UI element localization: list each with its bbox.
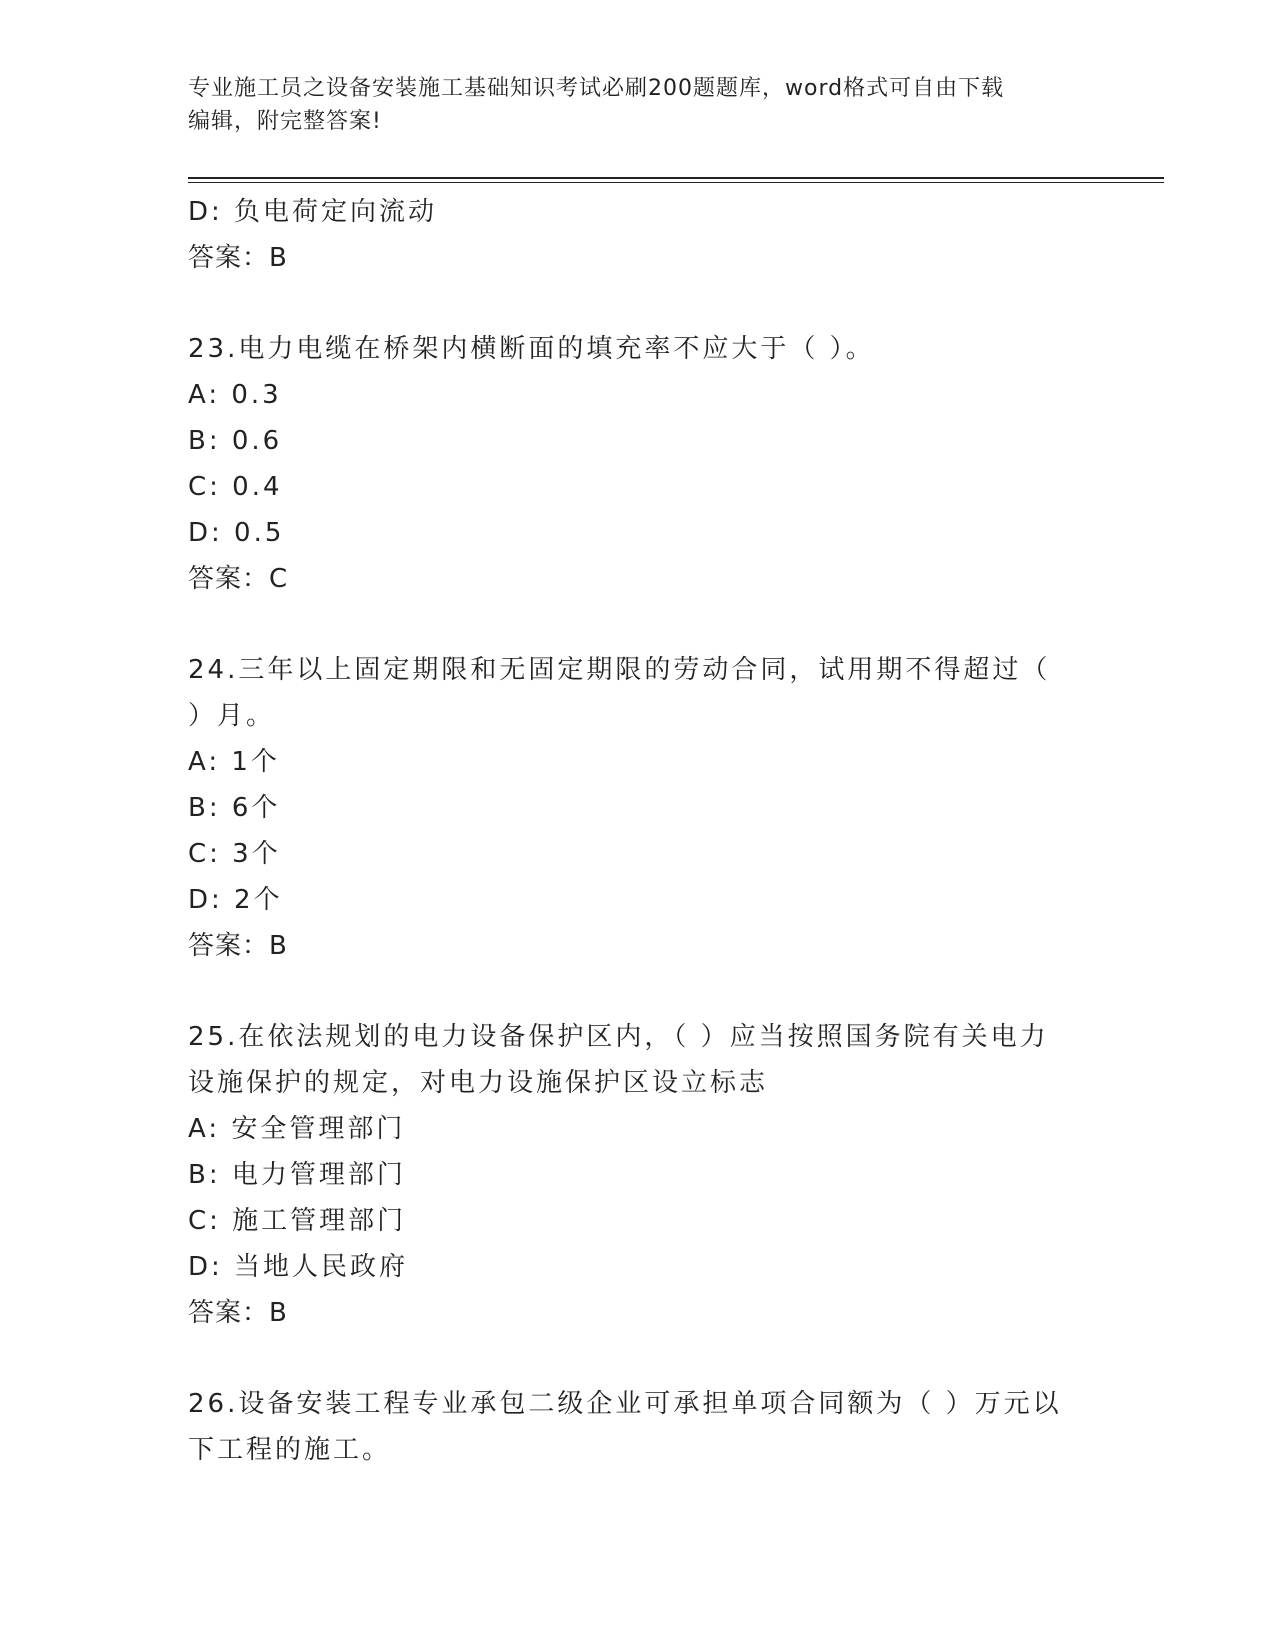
option-b: B: 6个 [188, 793, 281, 823]
option-d: D: 当地人民政府 [188, 1252, 409, 1282]
question-23 [188, 326, 1108, 602]
option-a: A: 安全管理部门 [188, 1114, 406, 1144]
question-text-line2: 设施保护的规定，对电力设施保护区设立标志 [188, 1068, 769, 1098]
spacer [188, 969, 1108, 1014]
spacer [188, 1336, 1108, 1381]
option-c: C: 0.4 [188, 472, 283, 502]
answer-line: 答案：B [188, 931, 288, 961]
header-rule-thin [188, 182, 1164, 183]
question-25 [188, 1014, 1108, 1336]
question-text: 23.电力电缆在桥架内横断面的填充率不应大于（ ）。 [188, 334, 875, 364]
option-d: D: 2个 [188, 885, 283, 915]
spacer [188, 281, 1108, 326]
option-c: C: 3个 [188, 839, 281, 869]
option-c: C: 施工管理部门 [188, 1206, 407, 1236]
option-b: B: 0.6 [188, 426, 283, 456]
option-b: B: 电力管理部门 [188, 1160, 406, 1190]
question-text-line2: ）月。 [188, 701, 276, 731]
header-title-line1: 专业施工员之设备安装施工基础知识考试必刷200题题库，word格式可自由下载 [188, 76, 1005, 101]
question-text-line1: 25.在依法规划的电力设备保护区内，（ ）应当按照国务院有关电力 [188, 1022, 1049, 1052]
spacer [188, 602, 1108, 647]
question-text-line1: 24.三年以上固定期限和无固定期限的劳动合同，试用期不得超过（ [188, 655, 1051, 685]
answer-line: 答案：C [188, 564, 289, 594]
option-a: A: 1个 [188, 747, 280, 777]
question-26 [188, 1381, 1108, 1473]
option-d: D: 0.5 [188, 518, 285, 548]
page-header [188, 72, 1088, 138]
question-text-line1: 26.设备安装工程专业承包二级企业可承担单项合同额为（ ）万元以 [188, 1389, 1062, 1419]
header-rule-thick [188, 177, 1164, 179]
question-24 [188, 647, 1108, 969]
option-d: D: 负电荷定向流动 [188, 197, 438, 227]
option-a: A: 0.3 [188, 380, 282, 410]
header-title-line2: 编辑，附完整答案! [188, 109, 382, 134]
answer-line: 答案：B [188, 1298, 288, 1328]
question-list [188, 189, 1108, 1473]
answer-line: 答案：B [188, 243, 288, 273]
question-text-line2: 下工程的施工。 [188, 1435, 392, 1465]
